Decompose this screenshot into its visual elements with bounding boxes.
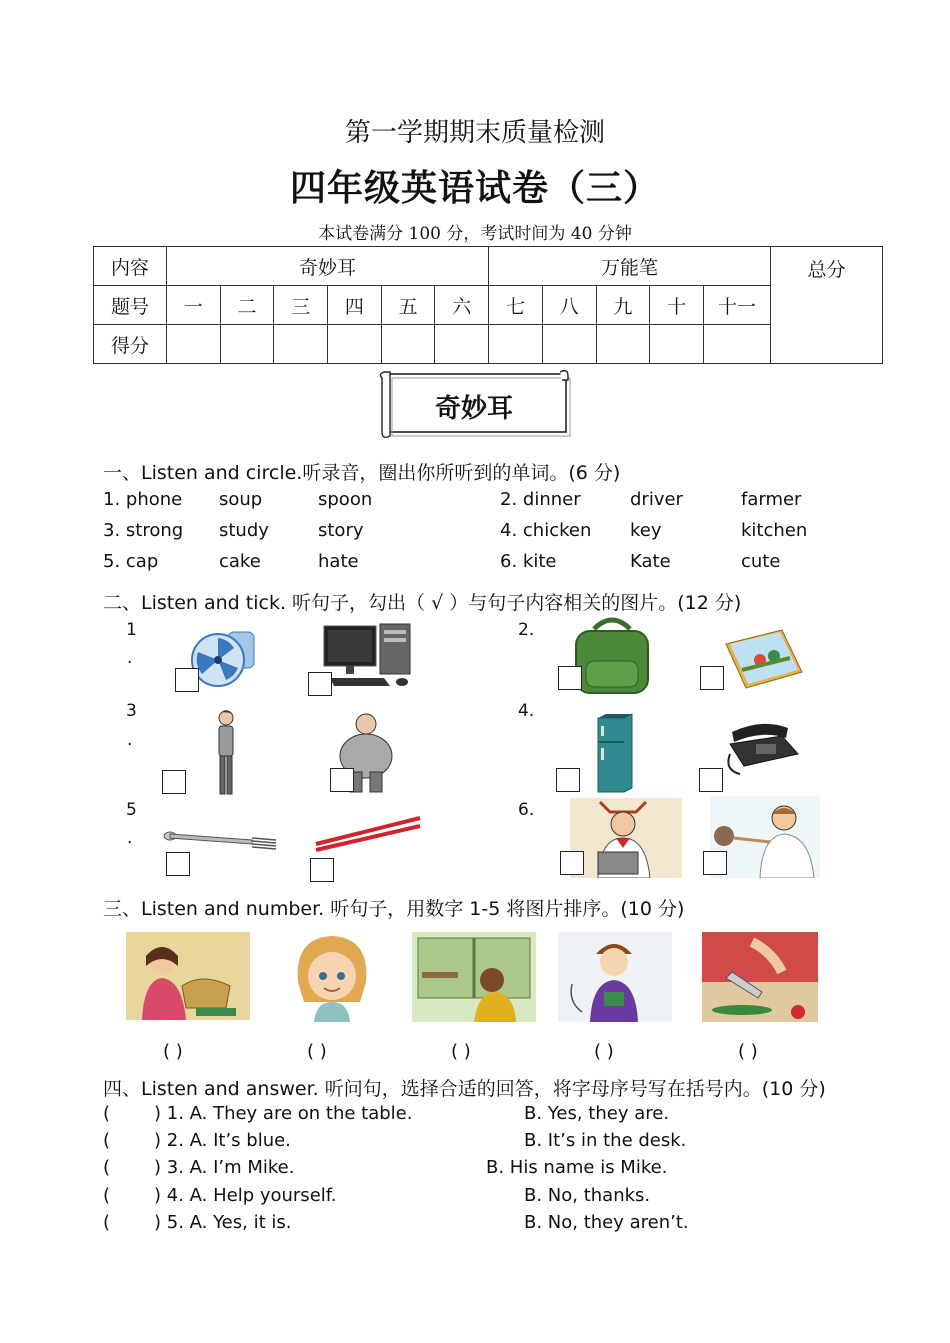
answer-paren[interactable]: ( ) (307, 1041, 327, 1062)
score-cell[interactable] (489, 325, 543, 364)
score-cell[interactable] (542, 325, 596, 364)
option-a: ) 1. A. They are on the table. (154, 1103, 413, 1124)
picture-boy-with-watch (558, 932, 672, 1022)
table-cell-number: 四 (328, 286, 382, 325)
tick-box[interactable] (162, 770, 186, 794)
exam-subtitle: 本试卷满分 100 分，考试时间为 40 分钟 (318, 224, 632, 244)
option-a: ) 3. A. I’m Mike. (154, 1157, 295, 1178)
fork-picture (162, 830, 280, 852)
answer-paren[interactable]: ( (103, 1185, 111, 1206)
answer-paren[interactable]: ( (103, 1103, 111, 1124)
word-option[interactable]: spoon (318, 489, 373, 510)
score-cell[interactable] (704, 325, 771, 364)
answer-paren[interactable]: ( ) (738, 1041, 758, 1062)
item-number: 3 (126, 701, 137, 721)
table-total-header: 总分 (771, 247, 883, 364)
word-option[interactable]: study (219, 520, 269, 541)
table-label-score: 得分 (94, 325, 167, 364)
storybook-picture (720, 626, 806, 692)
word-option[interactable]: 5. cap (103, 551, 159, 572)
option-b: B. No, they aren’t. (524, 1212, 689, 1233)
table-cell-number: 十一 (704, 286, 771, 325)
score-cell[interactable] (650, 325, 704, 364)
score-cell[interactable] (274, 325, 328, 364)
table-cell-number: 二 (220, 286, 274, 325)
score-cell[interactable] (328, 325, 382, 364)
computer-picture (320, 622, 416, 690)
option-b: B. It’s in the desk. (524, 1130, 687, 1151)
section4-heading: 四、Listen and answer. 听问句，选择合适的回答，将字母序号写在括号内。(10 分) (103, 1078, 826, 1100)
picture-girl-face (290, 932, 374, 1022)
tick-box[interactable] (308, 672, 332, 696)
item-number: 6. (518, 800, 535, 820)
picture-cutting-vegetables (702, 932, 818, 1022)
word-option[interactable]: farmer (741, 489, 802, 510)
tick-box[interactable] (166, 852, 190, 876)
table-cell-number: 一 (167, 286, 221, 325)
option-a: ) 5. A. Yes, it is. (154, 1212, 292, 1233)
table-cell-number: 九 (596, 286, 650, 325)
answer-paren[interactable]: ( (103, 1157, 111, 1178)
score-cell[interactable] (435, 325, 489, 364)
table-group-ear: 奇妙耳 (167, 247, 489, 286)
item-number: 1 (126, 620, 137, 640)
item-number-dot: . (127, 648, 133, 668)
word-option[interactable]: 6. kite (500, 551, 557, 572)
item-number: 5 (126, 800, 137, 820)
option-a: ) 2. A. It’s blue. (154, 1130, 291, 1151)
section1-heading: 一、Listen and circle.听录音，圈出你所听到的单词。(6 分) (103, 462, 621, 484)
table-cell-number: 五 (381, 286, 435, 325)
tick-box[interactable] (556, 768, 580, 792)
word-option[interactable]: 1. phone (103, 489, 183, 510)
tick-box[interactable] (310, 858, 334, 882)
section2-heading: 二、Listen and tick. 听句子，勾出（ √ ）与句子内容相关的图片。(12 分) (103, 592, 742, 614)
table-cell-number: 三 (274, 286, 328, 325)
tick-box[interactable] (560, 851, 584, 875)
word-option[interactable]: Kate (630, 551, 671, 572)
picture-boy-at-window (412, 932, 536, 1022)
table-cell-number: 十 (650, 286, 704, 325)
chopsticks-picture (312, 814, 424, 852)
word-option[interactable]: hate (318, 551, 359, 572)
fridge-picture (592, 712, 636, 794)
exam-title: 四年级英语试卷（三） (289, 168, 660, 209)
table-cell-number: 六 (435, 286, 489, 325)
answer-paren[interactable]: ( ) (163, 1041, 183, 1062)
picture-girl-with-bag (126, 932, 250, 1020)
option-b: B. Yes, they are. (524, 1103, 670, 1124)
option-b: B. His name is Mike. (486, 1157, 668, 1178)
item-number: 2. (518, 620, 535, 640)
score-cell[interactable] (220, 325, 274, 364)
banner-label: 奇妙耳 (434, 394, 513, 424)
word-option[interactable]: cake (219, 551, 261, 572)
word-option[interactable]: cute (741, 551, 781, 572)
word-option[interactable]: 4. chicken (500, 520, 592, 541)
word-option[interactable]: 3. strong (103, 520, 184, 541)
option-a: ) 4. A. Help yourself. (154, 1185, 337, 1206)
exam-period-title: 第一学期期末质量检测 (344, 118, 605, 148)
score-cell[interactable] (381, 325, 435, 364)
word-option[interactable]: kitchen (741, 520, 808, 541)
tick-box[interactable] (699, 768, 723, 792)
tick-box[interactable] (703, 851, 727, 875)
score-cell[interactable] (596, 325, 650, 364)
answer-paren[interactable]: ( ) (594, 1041, 614, 1062)
tick-box[interactable] (558, 666, 582, 690)
section3-heading: 三、Listen and number. 听句子，用数字 1-5 将图片排序。(10 分) (103, 898, 685, 920)
table-cell-number: 八 (542, 286, 596, 325)
table-cell-number: 七 (489, 286, 543, 325)
tick-box[interactable] (330, 768, 354, 792)
table-label-content: 内容 (94, 247, 167, 286)
word-option[interactable]: driver (630, 489, 683, 510)
option-b: B. No, thanks. (524, 1185, 651, 1206)
thin-man-picture (210, 708, 240, 798)
word-option[interactable]: story (318, 520, 364, 541)
score-table (93, 246, 883, 364)
tick-box[interactable] (175, 668, 199, 692)
item-number-dot: . (127, 828, 133, 848)
answer-paren[interactable]: ( (103, 1130, 111, 1151)
item-number-dot: . (127, 730, 133, 750)
table-label-number: 题号 (94, 286, 167, 325)
word-option[interactable]: soup (219, 489, 263, 510)
tick-box[interactable] (700, 666, 724, 690)
item-number: 4. (518, 701, 535, 721)
score-cell[interactable] (167, 325, 221, 364)
answer-paren[interactable]: ( (103, 1212, 111, 1233)
telephone-picture (722, 714, 802, 778)
table-group-pen: 万能笔 (489, 247, 771, 286)
word-option[interactable]: key (630, 520, 662, 541)
word-option[interactable]: 2. dinner (500, 489, 581, 510)
cook-picture (570, 798, 682, 878)
answer-paren[interactable]: ( ) (451, 1041, 471, 1062)
